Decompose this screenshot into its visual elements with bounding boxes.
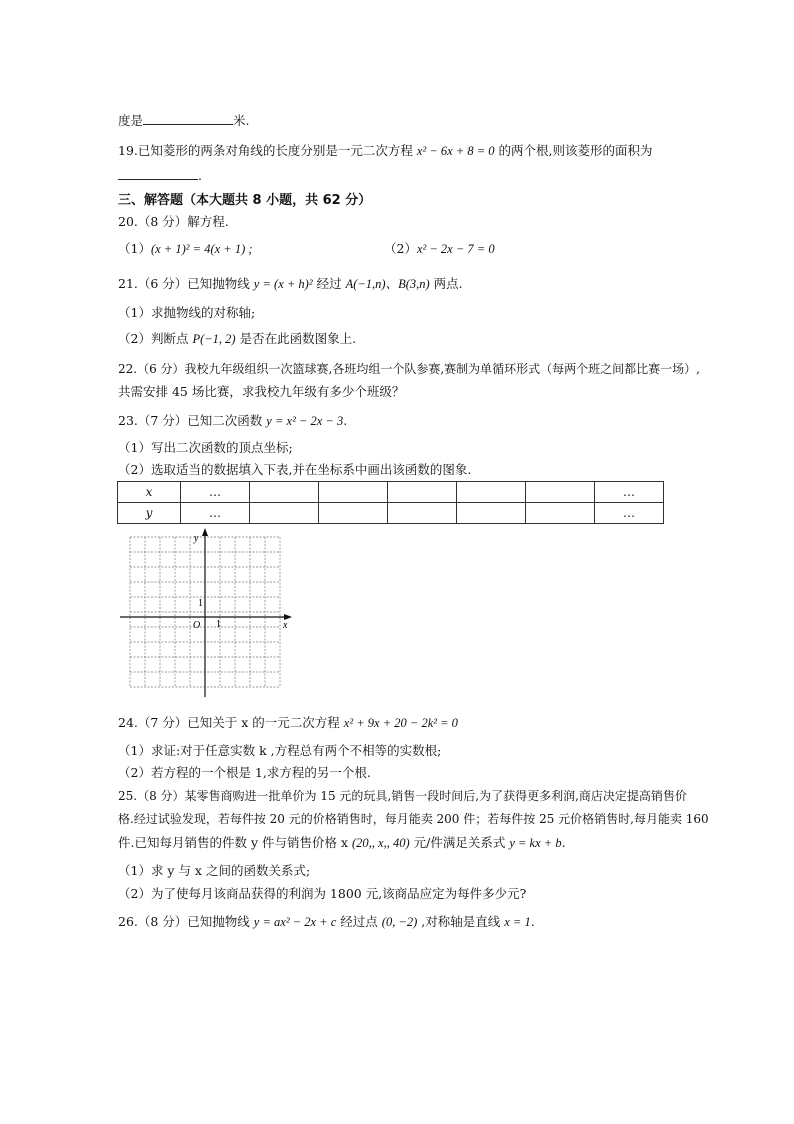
coordinate-grid[interactable] — [112, 525, 302, 705]
q21-p2-point: P(−1, 2) — [192, 332, 236, 346]
q25-line1: 25.（8 分）某零售商购进一批单价为 15 元的玩具,销售一段时间后,为了获得更多利润,商店决定提高销售价 — [118, 789, 687, 803]
q26-mid: 经过点 — [340, 914, 378, 929]
table-cell[interactable]: … — [181, 482, 250, 503]
table-cell[interactable]: … — [595, 482, 664, 503]
q20-p1-equation: (x + 1)² = 4(x + 1) ; — [150, 242, 253, 256]
answer-blank[interactable] — [118, 166, 198, 180]
q24-equation: x² + 9x + 20 − 2k² = 0 — [343, 716, 458, 730]
q23-end: . — [343, 413, 348, 428]
q23-head — [118, 412, 347, 430]
q25-equation: y = kx + b — [509, 836, 562, 850]
table-header-y: y — [118, 503, 181, 524]
q26-point: (0, −2) — [381, 915, 418, 929]
q21-part2 — [118, 330, 356, 348]
q24-head — [118, 714, 458, 732]
q24-text: 24.（7 分）已知关于 x 的一元二次方程 — [118, 715, 340, 730]
table-row-y — [118, 503, 664, 524]
q20-head: 20.（8 分）解方程. — [118, 214, 229, 229]
q23-part1: （1）写出二次函数的顶点坐标; — [118, 440, 293, 455]
origin-label: O — [193, 620, 201, 631]
q19-line — [118, 142, 653, 160]
q21-mid: 经过 — [316, 276, 342, 291]
q21-text: 21.（6 分）已知抛物线 — [118, 276, 250, 291]
q25-part1: （1）求 y 与 x 之间的函数关系式; — [118, 863, 311, 878]
q26-tail: ,对称轴是直线 — [421, 914, 501, 929]
table-header-x: x — [118, 482, 181, 503]
q20-p2-label: （2） — [384, 241, 417, 256]
q25-end: . — [561, 835, 566, 850]
q19-end: . — [198, 168, 202, 183]
q21-head — [118, 275, 463, 293]
q25-text: 件.已知每月销售的件数 y 件与销售价格 x — [118, 835, 349, 850]
q23-text: 23.（7 分）已知二次函数 — [118, 413, 263, 428]
answer-blank[interactable] — [143, 111, 233, 125]
q25-part2: （2）为了使每月该商品获得的利润为 1800 元,该商品应定为每件多少元? — [118, 886, 527, 901]
q25-line2: 格.经过试验发现，若每件按 20 元的价格销售时，每月能卖 200 件；若每件按 25 元价格销售时,每月能卖 160 — [118, 812, 709, 826]
table-cell[interactable] — [319, 503, 388, 524]
q24-part2: （2）若方程的一个根是 1,求方程的另一个根. — [118, 765, 371, 780]
y-axis-label: y — [194, 533, 199, 544]
q23-equation: y = x² − 2x − 3 — [266, 414, 344, 428]
value-table — [117, 481, 664, 524]
q20-part2 — [384, 240, 495, 258]
table-cell[interactable] — [388, 482, 457, 503]
q25-text-b: 元/件满足关系式 — [413, 835, 506, 850]
table-cell[interactable] — [457, 503, 526, 524]
q22-line2: 共需安排 45 场比赛，求我校九年级有多少个班级？ — [118, 384, 405, 399]
table-cell[interactable] — [526, 482, 595, 503]
y-unit-label: 1 — [198, 598, 203, 609]
q21-part1: （1）求抛物线的对称轴; — [118, 305, 256, 320]
q26-head — [118, 913, 535, 931]
q20-p2-equation: x² − 2x − 7 = 0 — [416, 242, 495, 256]
table-cell[interactable] — [526, 503, 595, 524]
q23-part2: （2）选取适当的数据填入下表,并在坐标系中画出该函数的图象. — [118, 462, 472, 477]
y-axis-arrow-icon — [202, 528, 208, 536]
q19-equation: x² − 6x + 8 = 0 — [416, 144, 495, 158]
q26-equation: y = ax² − 2x + c — [253, 915, 337, 929]
q21-tail: 两点. — [433, 276, 463, 291]
q25-range: (20,, x,, 40) — [352, 836, 410, 850]
q22-line1: 22.（6 分）我校九年级组织一次篮球赛,各班均组一个队参赛,赛制为单循环形式（每两个班之间都比赛一场）, — [118, 362, 700, 376]
q19-answer-line — [118, 166, 202, 185]
q21-p2-tail: 是否在此函数图象上. — [239, 331, 357, 346]
q20-part1 — [118, 240, 253, 258]
q21-p2-text: （2）判断点 — [118, 331, 189, 346]
table-cell[interactable] — [250, 482, 319, 503]
table-cell[interactable] — [457, 482, 526, 503]
q24-part1: （1）求证:对于任意实数 k ,方程总有两个不相等的实数根; — [118, 743, 442, 758]
q18-prefix: 度是 — [118, 113, 144, 128]
q18-tail — [118, 111, 250, 130]
q26-end: . — [530, 914, 535, 929]
q18-suffix: 米. — [233, 113, 250, 128]
table-row-x — [118, 482, 664, 503]
table-cell[interactable]: … — [181, 503, 250, 524]
q26-text: 26.（8 分）已知抛物线 — [118, 914, 250, 929]
q26-axis: x = 1 — [504, 915, 531, 929]
section-title: 三、解答题（本大题共 8 小题，共 62 分） — [118, 193, 372, 208]
q21-points: A(−1,n)、B(3,n) — [345, 277, 430, 291]
q21-equation: y = (x + h)² — [253, 277, 313, 291]
q19-tail: 的两个根,则该菱形的面积为 — [498, 143, 653, 158]
table-cell[interactable] — [250, 503, 319, 524]
q25-line3 — [118, 834, 566, 852]
table-cell[interactable] — [319, 482, 388, 503]
q19-text: 19.已知菱形的两条对角线的长度分别是一元二次方程 — [118, 143, 413, 158]
table-cell[interactable]: … — [595, 503, 664, 524]
x-unit-label: 1 — [216, 619, 221, 630]
q20-p1-label: （1） — [118, 241, 151, 256]
table-cell[interactable] — [388, 503, 457, 524]
x-axis-label: x — [283, 620, 288, 631]
